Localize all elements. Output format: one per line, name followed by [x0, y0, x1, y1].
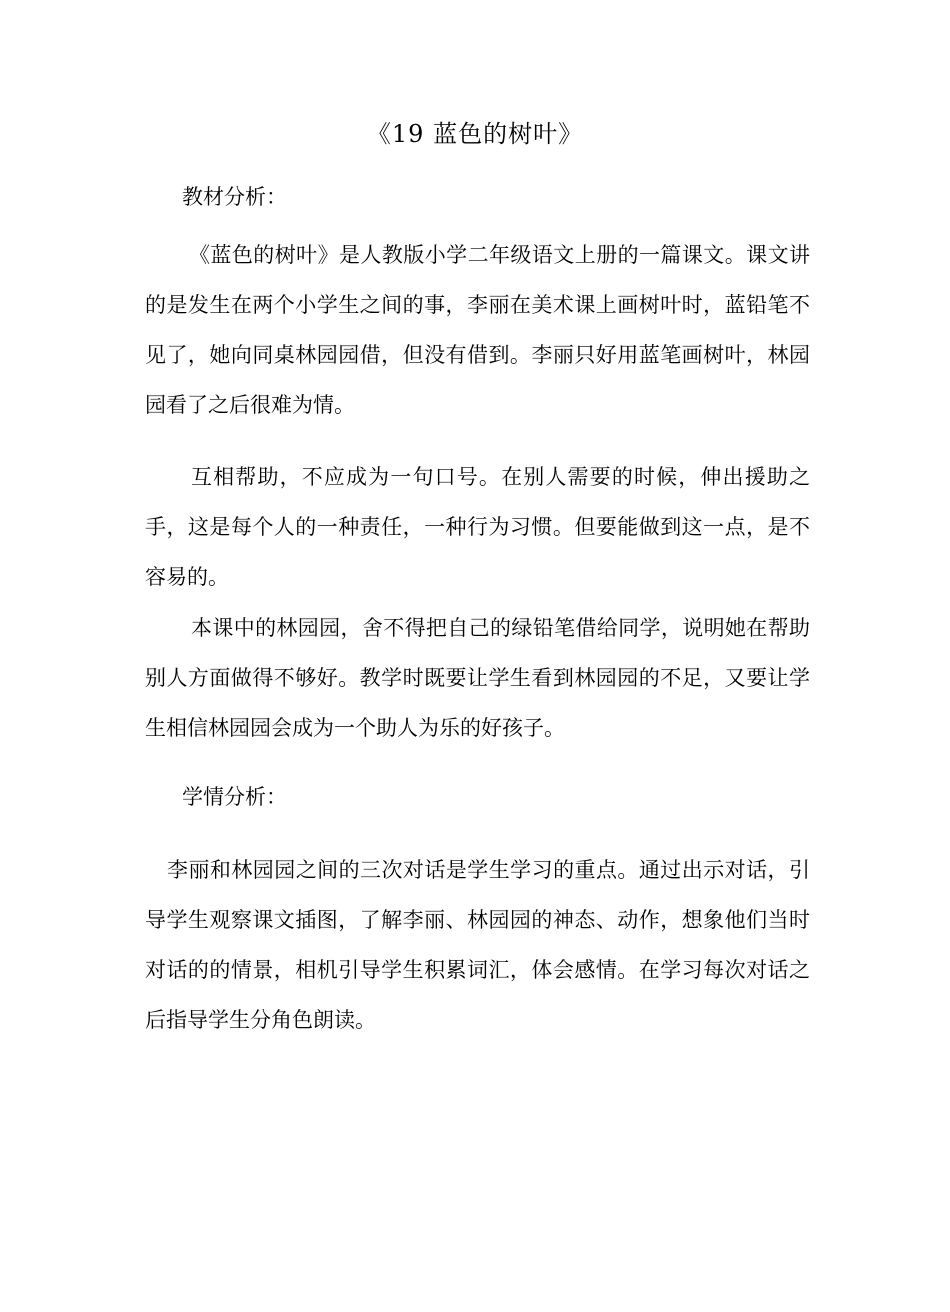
paragraph-mutual-help: 互相帮助，不应成为一句口号。在别人需要的时候，伸出援助之手，这是每个人的一种责任，一种行为习惯。但要能做到这一点，是不容易的。: [145, 465, 810, 589]
paragraph-dialogue-focus: 李丽和林园园之间的三次对话是学生学习的重点。通过出示对话，引导学生观察课文插图，了解李丽、林园园的神态、动作，想象他们当时对话的的情景，相机引导学生积累词汇，体会感情。在学习每次对话之后指导学生分角色朗读。: [145, 858, 810, 1032]
document-title: 《19 蓝色的树叶》: [366, 120, 584, 148]
paragraph-lin-yuanyuan: 本课中的林园园，舍不得把自己的绿铅笔借给同学，说明她在帮助别人方面做得不够好。教学时既要让学生看到林园园的不足，又要让学生相信林园园会成为一个助人为乐的好孩子。: [145, 616, 810, 740]
section-heading-learner-analysis: 学情分析：: [182, 785, 287, 809]
section-heading-textbook-analysis: 教材分析：: [182, 185, 287, 209]
paragraph-textbook-intro: 《蓝色的树叶》是人教版小学二年级语文上册的一篇课文。课文讲的是发生在两个小学生之间的事，李丽在美术课上画树叶时，蓝铅笔不见了，她向同桌林园园借，但没有借到。李丽只好用蓝笔画树叶，林园园看了之后很难为情。: [145, 243, 810, 417]
